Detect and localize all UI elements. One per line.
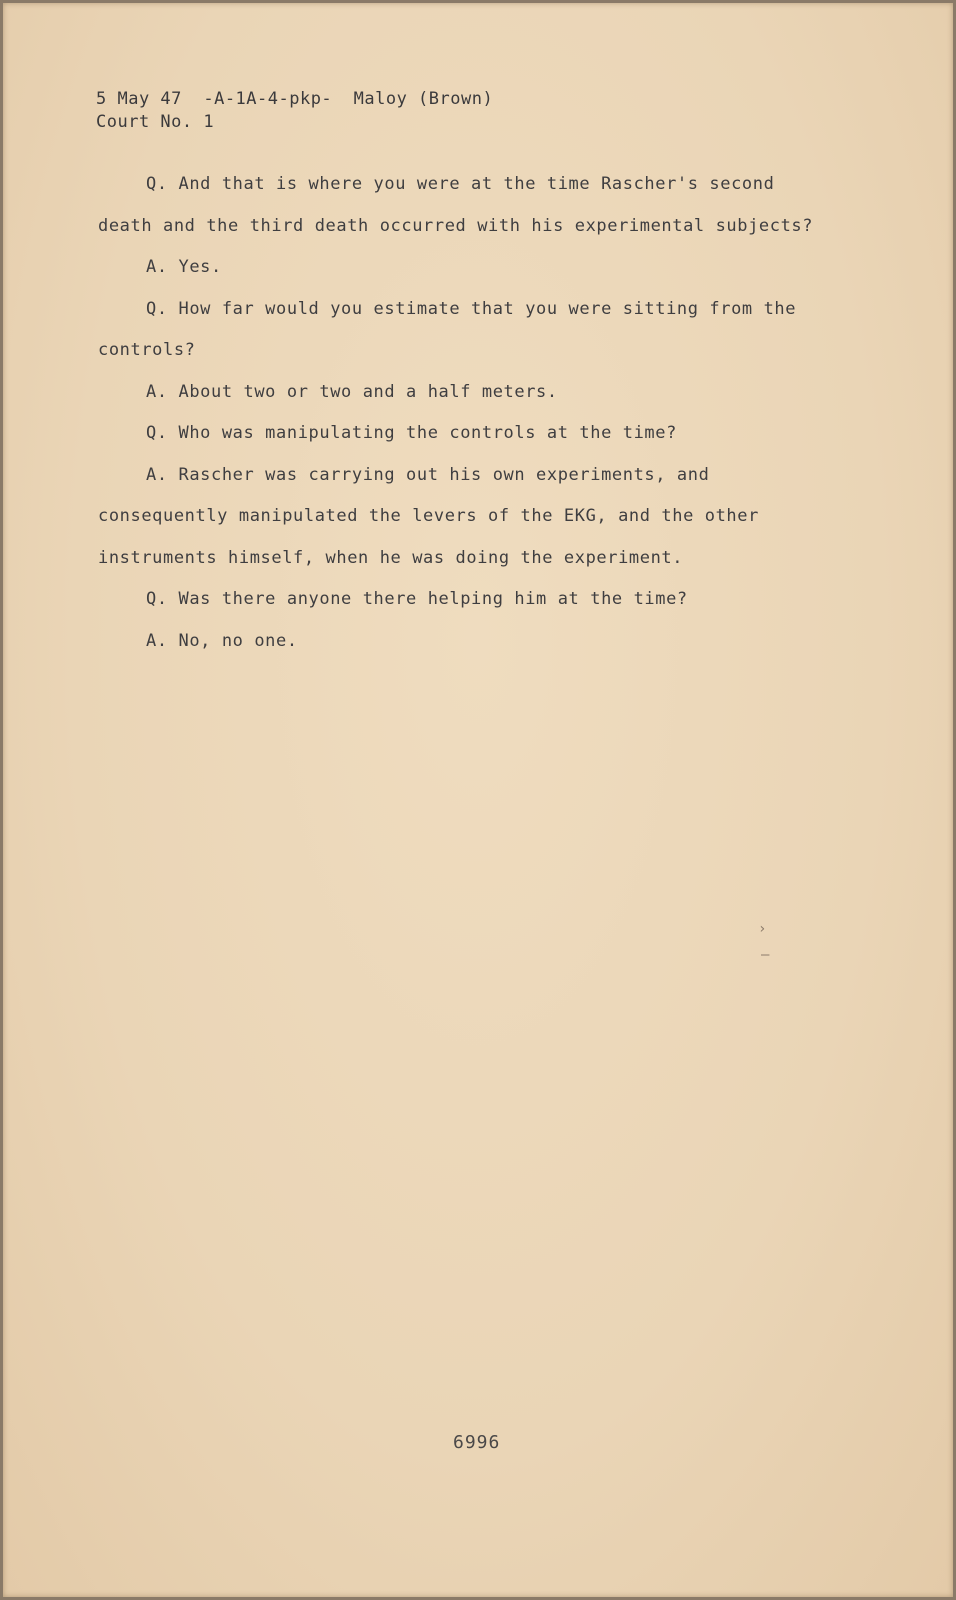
answer-paragraph: A. Rascher was carrying out his own experiments, and consequently manipulated the levers of the EKG, and the other instruments himself, when he was doing the experiment. [98,464,759,568]
answer-paragraph: A. Yes. [146,257,222,277]
page-number: 6996 [453,1432,501,1453]
paper-mark: – [761,947,770,963]
document-page [3,3,953,1597]
paper-mark: › [758,921,767,937]
question-paragraph: Q. Was there anyone there helping him at the time? [146,589,688,609]
question-paragraph: Q. Who was manipulating the controls at the time? [146,423,677,443]
header-court-line: Court No. 1 [96,112,215,132]
question-paragraph: Q. How far would you estimate that you were sitting from the controls? [98,298,797,360]
header-date-line: 5 May 47 -A-1A-4-pkp- Maloy (Brown) [96,89,494,109]
transcript-body [98,164,838,662]
document-header [96,88,493,134]
answer-paragraph: A. No, no one. [146,630,298,651]
answer-paragraph: A. About two or two and a half meters. [146,381,558,402]
question-paragraph: Q. And that is where you were at the time Rascher's second death and the third death occurred with his experimental subjects? [98,174,814,236]
